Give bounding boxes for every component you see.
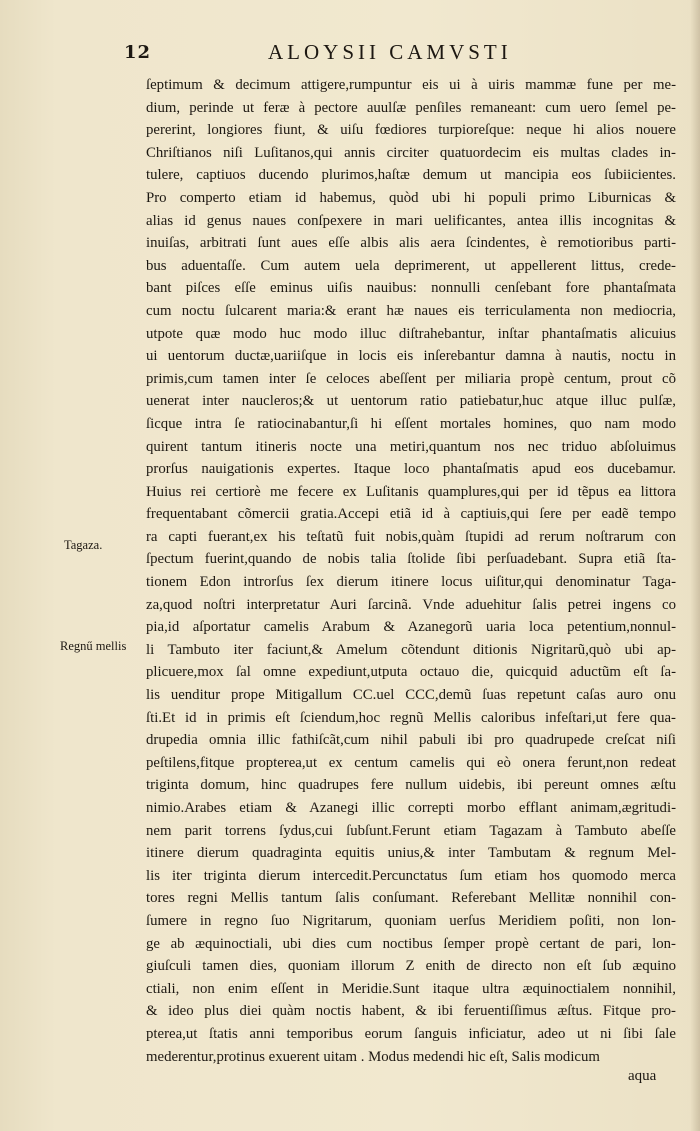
text-line: ctiali, non enim eſſent in Meridie.Sunt itaque ultra æquinoctialem nonnihil,	[146, 980, 676, 997]
text-line: Chriſtianos niſi Luſitanos,qui annis circiter quatuordecim eis multas clades in-	[146, 144, 676, 161]
catchword: aqua	[628, 1068, 657, 1084]
body-text	[146, 74, 676, 1068]
text-line: ui uentorum ductæ,uariiſque in locis eis inſerebantur damna à nautis, noctu in	[146, 348, 676, 365]
text-line: lis iter triginta dierum intercedit.Percunctatus ſum etiam hos quomodo merca	[146, 867, 676, 884]
page-edge-shadow	[690, 0, 700, 1131]
text-line: & ideo plus diei quàm noctis habent, & ibi feruentiſſimus æſtus. Fitque pro-	[146, 1003, 676, 1020]
margin-note-regnum-mellis: Regnű mellis	[60, 639, 127, 653]
text-line: mederentur,protinus exuerent uitam . Modus medendi hic eſt, Salis modicum	[146, 1048, 600, 1065]
text-line: ſti.Et id in primis eſt ſciendum,hoc regnũ Mellis caloribus infeſtari,ut fere qua-	[146, 709, 676, 726]
text-line: nimio.Arabes etiam & Azanegi illic correpti morbo efflant animam,ægritudi-	[146, 800, 676, 816]
text-line: li Tambuto iter faciunt,& Amelum cõtendunt ditionis Nigritarũ,quò ubi ap-	[146, 641, 676, 658]
margin-note-tagaza: Tagaza.	[64, 538, 103, 552]
text-line: primis,cum tamen inter ſe celoces abeſſent per miliaria propè centum, prout cõ	[146, 370, 676, 387]
text-line: giuſculi tamen dies, quoniam illorum Z enith de directo non eſt ſub æquino	[146, 958, 676, 975]
text-line: plicuere,mox ſal omne expediunt,utputa octauo die, quicquid aductũm eſt ſa-	[146, 664, 676, 681]
text-line: pia,id aſportatur camelis Arabum & Azanegorũ uaria loca petentium,nonnul-	[146, 619, 676, 636]
text-line: bus aduentaſſe. Cum autem uela deprimerent, ut appellerent littus, crede-	[146, 257, 676, 274]
text-line: uenerat inter naucleros;& ut uentorum ratio patiebatur,huc atque illuc pulſæ,	[146, 393, 676, 410]
text-line: tores regni Mellis tantum ſalis conſumant. Referebant Mellitæ nonnihil con-	[146, 890, 676, 907]
text-line: inuiſas, arbitrati ſunt aues eſſe albis alis aera ſcindentes, è remotioribus parti-	[146, 235, 676, 252]
text-line: nem parit torrens ſydus,cui ſubſunt.Ferunt etiam Tagazam à Tambuto abeſſe	[146, 822, 676, 839]
text-line: ſeptimum & decimum attigere,rumpuntur eis ui à uiris mammæ fune per me-	[146, 77, 676, 93]
text-line: ge ab æquinoctiali, ubi dies cum noctibus ſemper propè certant de pari, lon-	[146, 935, 676, 952]
text-line: triginta domum, hinc quadrupes fere nullum uidebis, ibi pereunt omnes æſtu	[146, 777, 676, 794]
text-line: itinere dierum quadraginta equitis unius,& inter Tambutam & regnum Mel-	[146, 845, 676, 862]
text-line: dium, perinde ut feræ à pectore auulſæ penſiles remaneant: cum uero ſemel pe-	[146, 99, 676, 116]
text-line: quirent tantum itineris nocte una metiri,quantum nos nec triduo abſoluimus	[146, 438, 676, 455]
text-line: ſumere in regno ſuo Nigritarum, quoniam uerſus Meridiem poſiti, non lon-	[146, 912, 676, 929]
text-line: utpote quæ modo huc modo illuc diſtrahebantur, inſtar phantaſmatis alicuius	[146, 325, 676, 342]
text-line: Huius rei certiorè me fecere ex Luſitanis quamplures,qui per id tẽpus ea littora	[146, 483, 676, 500]
running-head: ALOYSII CAMVSTI	[268, 40, 512, 64]
text-line: za,quod noſtri interpretatur Auri ſarcinã. Vnde aduehitur ſalis petrei ingens co	[146, 596, 676, 613]
text-line: ſicque intra ſe ratiocinabantur,ſi hi eſſent mortales homines, quo nam modo	[146, 415, 676, 432]
text-line: Pro comperto etiam id habemus, quòd ubi hi populi primo Liburnicas &	[146, 189, 676, 206]
text-line: frequentabant cõmercii gratia.Accepi etiã id à captiuis,qui ſere per eadẽ tempo	[146, 506, 676, 523]
text-line: drupedia omnia illic fathiſcãt,cum nihil pabuli ibi pro quadrupede creſcat niſi	[146, 732, 676, 749]
text-line: lis uenditur prope Mitigallum CC.uel CCC,demũ ſuas repetunt caſas auro onu	[146, 687, 676, 704]
page-header	[0, 40, 700, 70]
text-line: ra capti fuerant,ex his teſtatũ fuit nobis,quàm ſtupidi ad rerum noſtrarum con	[146, 528, 676, 545]
text-line: tulere, captiuos ducendo plurimos,haſtæ demum ut mancipia eos ſubiicientes.	[146, 167, 676, 184]
text-line: tionem Edon introrſus ſex dierum itinere locus uiſitur,qui denominatur Taga-	[146, 574, 676, 591]
text-line: cum noctu ſulcarent maria:& erant hæ naues eis terriculamenta non mediocria,	[146, 302, 676, 319]
text-line: ſpectum fuerint,quando de nobis talia ſtolide ſibi perſuadebant. Supra etiã ſta-	[146, 551, 676, 568]
text-line: peſtilens,fitque propterea,ut ex centum camelis qui eò onera ferunt,non redeat	[146, 754, 676, 771]
text-line: pererint, longiores fiunt, & uiſu fœdiores turpioreſque: neque hi alios nouere	[146, 122, 676, 139]
text-line: alias id genus naues conſpexere in mari uelificantes, antea illis incognitas &	[146, 212, 676, 229]
text-line: bant piſces eſſe eminus uiſis nauibus: nonnulli cenſebant fore phantaſmata	[146, 280, 676, 297]
text-line: pterea,ut ſtatis anni temporibus eorum ſanguis inficiatur, adeo ut ni ſibi ſale	[146, 1025, 676, 1042]
text-line: prorſus nauigationis expertes. Itaque loco phantaſmatis apud eos ducebamur.	[146, 461, 676, 478]
page-number: 12	[124, 42, 152, 63]
